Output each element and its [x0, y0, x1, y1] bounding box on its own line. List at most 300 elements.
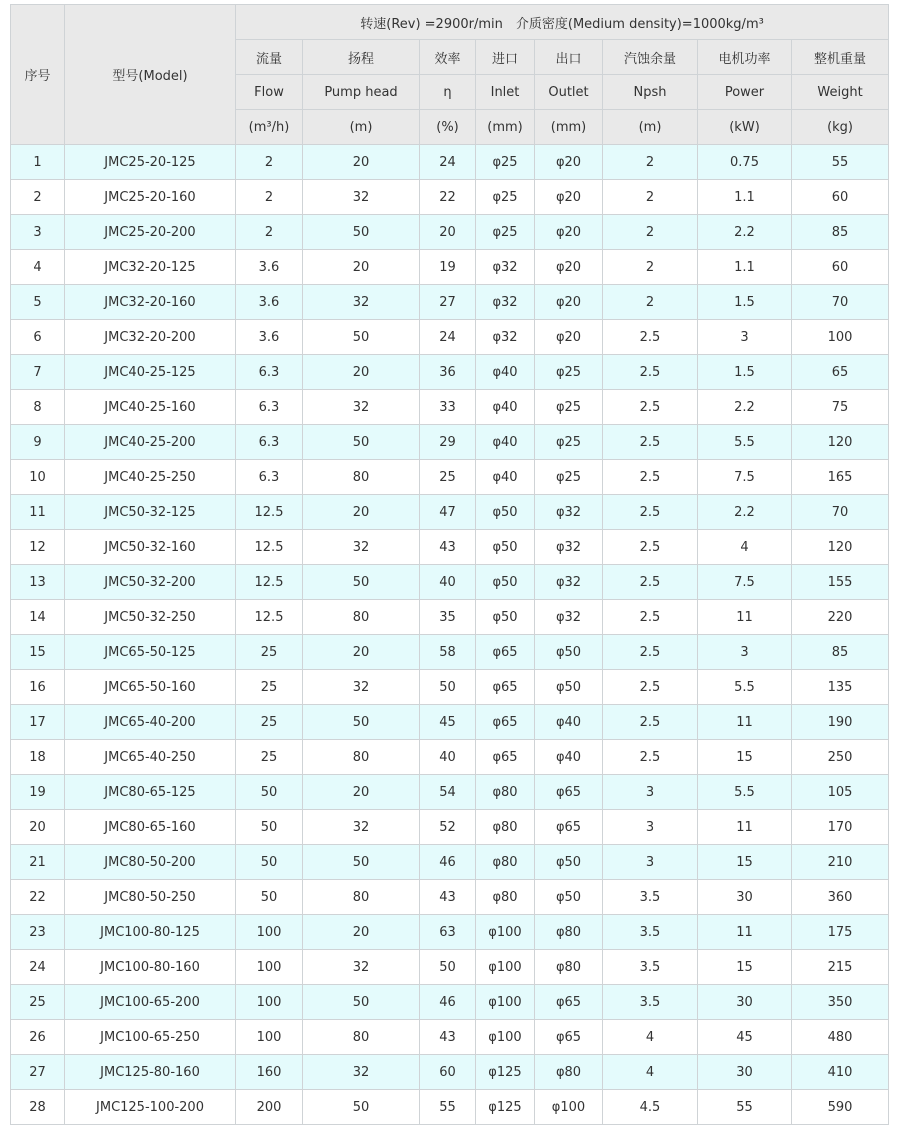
table-row — [11, 1090, 889, 1125]
cell-efficiency: 20 — [420, 215, 476, 250]
cell-head: 80 — [303, 880, 420, 915]
cell-outlet: φ25 — [535, 460, 603, 495]
cell-power: 45 — [698, 1020, 792, 1055]
table-row — [11, 705, 889, 740]
index-header: 序号 — [11, 5, 65, 145]
table-row — [11, 460, 889, 495]
cell-head: 20 — [303, 775, 420, 810]
cell-outlet: φ100 — [535, 1090, 603, 1125]
cell-weight: 360 — [792, 880, 889, 915]
cell-no: 19 — [11, 775, 65, 810]
cell-head: 50 — [303, 1090, 420, 1125]
cell-model: JMC40-25-160 — [65, 390, 236, 425]
inlet-header-label-en: Inlet — [476, 75, 535, 110]
npsh-header-label-zh: 汽蚀余量 — [603, 40, 698, 75]
cell-model: JMC65-40-250 — [65, 740, 236, 775]
cell-flow: 3.6 — [236, 320, 303, 355]
cell-npsh: 2.5 — [603, 460, 698, 495]
cell-weight: 60 — [792, 180, 889, 215]
cell-weight: 70 — [792, 495, 889, 530]
weight-header-label-en: Weight — [792, 75, 889, 110]
cell-model: JMC80-65-125 — [65, 775, 236, 810]
cell-outlet: φ20 — [535, 285, 603, 320]
cell-weight: 175 — [792, 915, 889, 950]
cell-model: JMC125-100-200 — [65, 1090, 236, 1125]
cell-weight: 85 — [792, 635, 889, 670]
cell-model: JMC32-20-125 — [65, 250, 236, 285]
cell-flow: 6.3 — [236, 460, 303, 495]
cell-flow: 2 — [236, 180, 303, 215]
table-row — [11, 600, 889, 635]
cell-power: 7.5 — [698, 565, 792, 600]
cell-efficiency: 47 — [420, 495, 476, 530]
cell-power: 15 — [698, 950, 792, 985]
cell-flow: 100 — [236, 950, 303, 985]
cell-inlet: φ125 — [476, 1055, 535, 1090]
cell-head: 50 — [303, 985, 420, 1020]
cell-outlet: φ50 — [535, 880, 603, 915]
cell-power: 1.1 — [698, 180, 792, 215]
cell-efficiency: 27 — [420, 285, 476, 320]
cell-outlet: φ80 — [535, 1055, 603, 1090]
cell-weight: 220 — [792, 600, 889, 635]
cell-outlet: φ65 — [535, 1020, 603, 1055]
cell-no: 25 — [11, 985, 65, 1020]
cell-no: 10 — [11, 460, 65, 495]
cell-weight: 70 — [792, 285, 889, 320]
cell-no: 17 — [11, 705, 65, 740]
cell-npsh: 3 — [603, 845, 698, 880]
table-row — [11, 880, 889, 915]
cell-efficiency: 58 — [420, 635, 476, 670]
cell-no: 15 — [11, 635, 65, 670]
flow-header-label-en: Flow — [236, 75, 303, 110]
cell-model: JMC32-20-160 — [65, 285, 236, 320]
cell-efficiency: 35 — [420, 600, 476, 635]
table-row — [11, 1055, 889, 1090]
cell-flow: 100 — [236, 1020, 303, 1055]
cell-no: 12 — [11, 530, 65, 565]
cell-power: 0.75 — [698, 145, 792, 180]
cell-npsh: 2.5 — [603, 565, 698, 600]
cell-efficiency: 46 — [420, 985, 476, 1020]
cell-head: 50 — [303, 320, 420, 355]
cell-inlet: φ50 — [476, 495, 535, 530]
table-row — [11, 810, 889, 845]
cell-power: 4 — [698, 530, 792, 565]
cell-outlet: φ50 — [535, 670, 603, 705]
cell-efficiency: 50 — [420, 670, 476, 705]
cell-head: 32 — [303, 180, 420, 215]
cell-efficiency: 50 — [420, 950, 476, 985]
cell-no: 28 — [11, 1090, 65, 1125]
cell-efficiency: 43 — [420, 880, 476, 915]
cell-outlet: φ32 — [535, 495, 603, 530]
table-row — [11, 250, 889, 285]
cell-npsh: 2 — [603, 285, 698, 320]
weight-header-unit: (kg) — [792, 110, 889, 145]
cell-no: 24 — [11, 950, 65, 985]
cell-efficiency: 52 — [420, 810, 476, 845]
outlet-header-unit: (mm) — [535, 110, 603, 145]
cell-weight: 480 — [792, 1020, 889, 1055]
cell-npsh: 3 — [603, 810, 698, 845]
cell-efficiency: 55 — [420, 1090, 476, 1125]
cell-npsh: 2.5 — [603, 600, 698, 635]
cell-inlet: φ50 — [476, 530, 535, 565]
cell-outlet: φ65 — [535, 775, 603, 810]
cell-inlet: φ65 — [476, 705, 535, 740]
cell-power: 15 — [698, 845, 792, 880]
table-row — [11, 985, 889, 1020]
cell-power: 2.2 — [698, 495, 792, 530]
table-row — [11, 670, 889, 705]
table-row — [11, 530, 889, 565]
cell-weight: 85 — [792, 215, 889, 250]
cell-no: 21 — [11, 845, 65, 880]
cell-weight: 55 — [792, 145, 889, 180]
cell-npsh: 2.5 — [603, 705, 698, 740]
cell-weight: 210 — [792, 845, 889, 880]
cell-weight: 60 — [792, 250, 889, 285]
cell-power: 15 — [698, 740, 792, 775]
cell-model: JMC65-50-125 — [65, 635, 236, 670]
cell-power: 11 — [698, 810, 792, 845]
cell-outlet: φ65 — [535, 985, 603, 1020]
cell-inlet: φ25 — [476, 215, 535, 250]
cell-inlet: φ100 — [476, 985, 535, 1020]
table-row — [11, 565, 889, 600]
flow-header-unit: (m³/h) — [236, 110, 303, 145]
cell-model: JMC100-80-160 — [65, 950, 236, 985]
header-row-conditions — [11, 5, 889, 40]
cell-inlet: φ50 — [476, 600, 535, 635]
cell-power: 5.5 — [698, 775, 792, 810]
cell-power: 55 — [698, 1090, 792, 1125]
cell-inlet: φ100 — [476, 915, 535, 950]
cell-inlet: φ25 — [476, 145, 535, 180]
cell-model: JMC80-50-200 — [65, 845, 236, 880]
cell-efficiency: 40 — [420, 565, 476, 600]
inlet-header-label-zh: 进口 — [476, 40, 535, 75]
cell-inlet: φ40 — [476, 355, 535, 390]
cell-npsh: 2.5 — [603, 320, 698, 355]
cell-efficiency: 46 — [420, 845, 476, 880]
table-row — [11, 285, 889, 320]
cell-inlet: φ80 — [476, 845, 535, 880]
cell-no: 8 — [11, 390, 65, 425]
cell-model: JMC50-32-125 — [65, 495, 236, 530]
cell-efficiency: 24 — [420, 320, 476, 355]
cell-efficiency: 43 — [420, 530, 476, 565]
cell-weight: 120 — [792, 530, 889, 565]
cell-efficiency: 36 — [420, 355, 476, 390]
cell-flow: 6.3 — [236, 390, 303, 425]
cell-efficiency: 40 — [420, 740, 476, 775]
table-row — [11, 320, 889, 355]
cell-efficiency: 60 — [420, 1055, 476, 1090]
outlet-header-label-zh: 出口 — [535, 40, 603, 75]
cell-model: JMC100-65-250 — [65, 1020, 236, 1055]
power-header-label-zh: 电机功率 — [698, 40, 792, 75]
cell-head: 32 — [303, 390, 420, 425]
cell-power: 11 — [698, 600, 792, 635]
table-row — [11, 425, 889, 460]
cell-efficiency: 24 — [420, 145, 476, 180]
cell-inlet: φ25 — [476, 180, 535, 215]
table-row — [11, 950, 889, 985]
cell-inlet: φ100 — [476, 1020, 535, 1055]
cell-outlet: φ40 — [535, 705, 603, 740]
cell-no: 14 — [11, 600, 65, 635]
cell-flow: 25 — [236, 635, 303, 670]
cell-npsh: 3.5 — [603, 985, 698, 1020]
cell-npsh: 4.5 — [603, 1090, 698, 1125]
table-row — [11, 775, 889, 810]
cell-model: JMC50-32-160 — [65, 530, 236, 565]
cell-power: 30 — [698, 880, 792, 915]
cell-head: 20 — [303, 915, 420, 950]
cell-weight: 155 — [792, 565, 889, 600]
cell-flow: 2 — [236, 145, 303, 180]
cell-weight: 105 — [792, 775, 889, 810]
cell-npsh: 4 — [603, 1020, 698, 1055]
head-header-unit: (m) — [303, 110, 420, 145]
cell-flow: 25 — [236, 705, 303, 740]
cell-weight: 65 — [792, 355, 889, 390]
cell-efficiency: 33 — [420, 390, 476, 425]
cell-power: 11 — [698, 915, 792, 950]
cell-inlet: φ40 — [476, 460, 535, 495]
cell-weight: 350 — [792, 985, 889, 1020]
cell-efficiency: 29 — [420, 425, 476, 460]
cell-no: 22 — [11, 880, 65, 915]
cell-model: JMC40-25-125 — [65, 355, 236, 390]
table-row — [11, 845, 889, 880]
cell-inlet: φ80 — [476, 775, 535, 810]
cell-flow: 3.6 — [236, 250, 303, 285]
cell-inlet: φ65 — [476, 740, 535, 775]
table-row — [11, 915, 889, 950]
cell-model: JMC65-40-200 — [65, 705, 236, 740]
cell-model: JMC80-50-250 — [65, 880, 236, 915]
cell-outlet: φ32 — [535, 530, 603, 565]
cell-no: 3 — [11, 215, 65, 250]
cell-head: 32 — [303, 285, 420, 320]
cell-efficiency: 19 — [420, 250, 476, 285]
table-row — [11, 355, 889, 390]
cell-npsh: 2 — [603, 250, 698, 285]
table-row — [11, 180, 889, 215]
cell-no: 20 — [11, 810, 65, 845]
cell-outlet: φ65 — [535, 810, 603, 845]
cell-head: 50 — [303, 425, 420, 460]
cell-npsh: 2.5 — [603, 740, 698, 775]
head-header-label-en: Pump head — [303, 75, 420, 110]
cell-head: 50 — [303, 565, 420, 600]
cell-model: JMC100-65-200 — [65, 985, 236, 1020]
cell-outlet: φ20 — [535, 320, 603, 355]
cell-head: 80 — [303, 460, 420, 495]
cell-power: 2.2 — [698, 390, 792, 425]
cell-no: 18 — [11, 740, 65, 775]
cell-no: 26 — [11, 1020, 65, 1055]
cell-flow: 25 — [236, 740, 303, 775]
efficiency-header-label-en: η — [420, 75, 476, 110]
power-header-unit: (kW) — [698, 110, 792, 145]
cell-efficiency: 54 — [420, 775, 476, 810]
cell-no: 27 — [11, 1055, 65, 1090]
cell-flow: 2 — [236, 215, 303, 250]
table-header — [11, 5, 889, 145]
cell-outlet: φ32 — [535, 600, 603, 635]
cell-efficiency: 45 — [420, 705, 476, 740]
cell-flow: 12.5 — [236, 600, 303, 635]
cell-inlet: φ32 — [476, 250, 535, 285]
cell-weight: 100 — [792, 320, 889, 355]
cell-inlet: φ100 — [476, 950, 535, 985]
cell-head: 50 — [303, 845, 420, 880]
cell-outlet: φ20 — [535, 250, 603, 285]
table-row — [11, 390, 889, 425]
cell-model: JMC50-32-250 — [65, 600, 236, 635]
flow-header-label-zh: 流量 — [236, 40, 303, 75]
cell-model: JMC125-80-160 — [65, 1055, 236, 1090]
cell-power: 7.5 — [698, 460, 792, 495]
cell-inlet: φ65 — [476, 670, 535, 705]
cell-inlet: φ32 — [476, 285, 535, 320]
cell-efficiency: 43 — [420, 1020, 476, 1055]
cell-outlet: φ50 — [535, 635, 603, 670]
cell-npsh: 2.5 — [603, 530, 698, 565]
cell-npsh: 2 — [603, 180, 698, 215]
cell-npsh: 2.5 — [603, 355, 698, 390]
cell-head: 32 — [303, 1055, 420, 1090]
cell-head: 32 — [303, 530, 420, 565]
cell-inlet: φ65 — [476, 635, 535, 670]
table-row — [11, 145, 889, 180]
cell-power: 3 — [698, 320, 792, 355]
cell-outlet: φ40 — [535, 740, 603, 775]
cell-npsh: 3.5 — [603, 950, 698, 985]
cell-power: 11 — [698, 705, 792, 740]
cell-no: 1 — [11, 145, 65, 180]
cell-npsh: 2 — [603, 145, 698, 180]
table-row — [11, 1020, 889, 1055]
cell-model: JMC32-20-200 — [65, 320, 236, 355]
cell-power: 30 — [698, 985, 792, 1020]
cell-model: JMC25-20-200 — [65, 215, 236, 250]
cell-model: JMC25-20-160 — [65, 180, 236, 215]
cell-flow: 50 — [236, 880, 303, 915]
cell-model: JMC50-32-200 — [65, 565, 236, 600]
table-row — [11, 495, 889, 530]
cell-power: 2.2 — [698, 215, 792, 250]
head-header-label-zh: 扬程 — [303, 40, 420, 75]
cell-head: 50 — [303, 705, 420, 740]
cell-weight: 215 — [792, 950, 889, 985]
cell-no: 5 — [11, 285, 65, 320]
cell-power: 1.5 — [698, 285, 792, 320]
cell-flow: 12.5 — [236, 565, 303, 600]
model-header: 型号(Model) — [65, 5, 236, 145]
cell-outlet: φ32 — [535, 565, 603, 600]
cell-npsh: 2.5 — [603, 635, 698, 670]
cell-no: 23 — [11, 915, 65, 950]
cell-flow: 200 — [236, 1090, 303, 1125]
cell-npsh: 3.5 — [603, 915, 698, 950]
cell-head: 32 — [303, 950, 420, 985]
cell-head: 20 — [303, 145, 420, 180]
cell-flow: 100 — [236, 915, 303, 950]
cell-power: 1.1 — [698, 250, 792, 285]
cell-outlet: φ20 — [535, 215, 603, 250]
cell-weight: 590 — [792, 1090, 889, 1125]
cell-npsh: 2.5 — [603, 390, 698, 425]
cell-head: 80 — [303, 1020, 420, 1055]
cell-head: 20 — [303, 355, 420, 390]
npsh-header-unit: (m) — [603, 110, 698, 145]
efficiency-header-unit: (%) — [420, 110, 476, 145]
weight-header-label-zh: 整机重量 — [792, 40, 889, 75]
outlet-header-label-en: Outlet — [535, 75, 603, 110]
cell-efficiency: 22 — [420, 180, 476, 215]
cell-flow: 25 — [236, 670, 303, 705]
cell-weight: 75 — [792, 390, 889, 425]
cell-model: JMC80-65-160 — [65, 810, 236, 845]
cell-power: 3 — [698, 635, 792, 670]
cell-inlet: φ40 — [476, 390, 535, 425]
cell-weight: 135 — [792, 670, 889, 705]
cell-flow: 12.5 — [236, 495, 303, 530]
cell-inlet: φ50 — [476, 565, 535, 600]
cell-flow: 6.3 — [236, 355, 303, 390]
cell-flow: 160 — [236, 1055, 303, 1090]
inlet-header-unit: (mm) — [476, 110, 535, 145]
cell-power: 30 — [698, 1055, 792, 1090]
cell-flow: 50 — [236, 845, 303, 880]
cell-weight: 250 — [792, 740, 889, 775]
pump-spec-table — [10, 4, 889, 1125]
cell-model: JMC25-20-125 — [65, 145, 236, 180]
table-row — [11, 215, 889, 250]
cell-model: JMC40-25-250 — [65, 460, 236, 495]
cell-outlet: φ25 — [535, 390, 603, 425]
cell-no: 13 — [11, 565, 65, 600]
cell-npsh: 3.5 — [603, 880, 698, 915]
cell-head: 80 — [303, 600, 420, 635]
cell-no: 6 — [11, 320, 65, 355]
cell-model: JMC65-50-160 — [65, 670, 236, 705]
power-header-label-en: Power — [698, 75, 792, 110]
cell-outlet: φ80 — [535, 950, 603, 985]
table-row — [11, 635, 889, 670]
cell-npsh: 2 — [603, 215, 698, 250]
table-body — [11, 145, 889, 1125]
cell-outlet: φ80 — [535, 915, 603, 950]
cell-flow: 6.3 — [236, 425, 303, 460]
cell-model: JMC40-25-200 — [65, 425, 236, 460]
npsh-header-label-en: Npsh — [603, 75, 698, 110]
cell-weight: 170 — [792, 810, 889, 845]
cell-head: 20 — [303, 635, 420, 670]
cell-weight: 410 — [792, 1055, 889, 1090]
cell-model: JMC100-80-125 — [65, 915, 236, 950]
cell-efficiency: 63 — [420, 915, 476, 950]
cell-head: 20 — [303, 250, 420, 285]
cell-flow: 12.5 — [236, 530, 303, 565]
cell-head: 80 — [303, 740, 420, 775]
